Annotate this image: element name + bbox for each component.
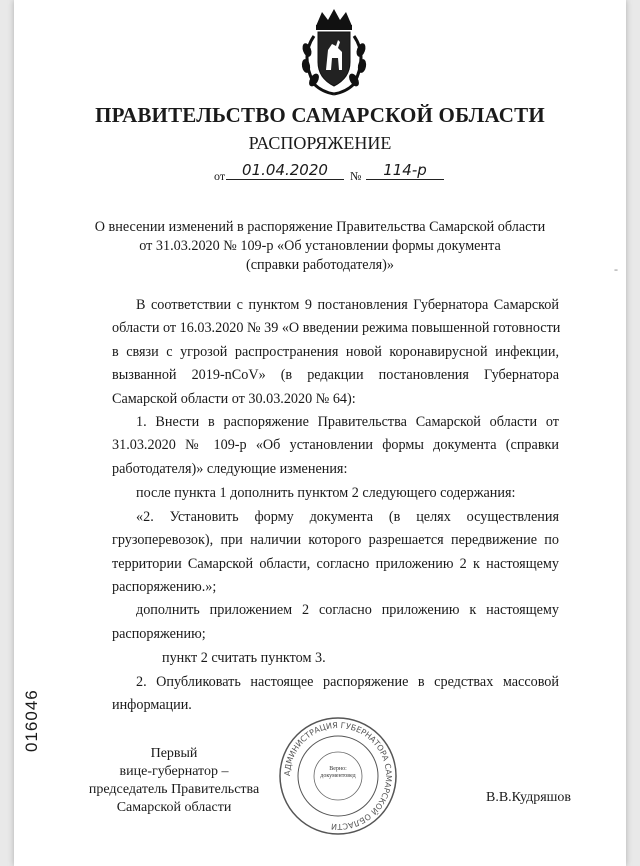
document-number: 114-р bbox=[366, 161, 444, 180]
seal-inner-line: документовед bbox=[320, 773, 356, 779]
body-line: 2. Опубликовать настоящее распоряжение в средствах массовой bbox=[136, 674, 559, 690]
date-number-line bbox=[214, 161, 454, 187]
seal-ring-text: АДМИНИСТРАЦИЯ ГУБЕРНАТОРА САМАРСКОЙ ОБЛАСТИ bbox=[282, 720, 394, 832]
seal-center bbox=[318, 766, 358, 780]
body-line: 31.03.2020 № 109-р «Об установлении формы документа (справки bbox=[112, 437, 559, 453]
position-line: Первый bbox=[150, 746, 198, 761]
body-line: распоряжению; bbox=[112, 626, 206, 642]
body-line: «2. Установить форму документа (в целях осуществления bbox=[136, 509, 559, 525]
body-line: области от 16.03.2020 № 39 «О введении режима повышенной готовности bbox=[112, 320, 561, 336]
body-line: 1. Внести в распоряжение Правительства Самарской области от bbox=[136, 414, 559, 430]
position-line: председатель Правительства bbox=[88, 782, 260, 797]
position-line: вице-губернатор – bbox=[119, 764, 229, 779]
subject-line: (справки работодателя)» bbox=[245, 257, 395, 273]
official-seal-icon bbox=[276, 714, 400, 838]
body-line: пункт 2 считать пунктом 3. bbox=[162, 650, 326, 666]
samara-coat-of-arms-icon bbox=[292, 6, 376, 100]
margin-mark: - bbox=[614, 262, 618, 276]
body-line: в связи с угрозой распространения новой коронавирусной инфекции, bbox=[112, 344, 559, 360]
serial-number: 016046 bbox=[22, 689, 41, 752]
body-line: работодателя)» следующие изменения: bbox=[112, 461, 348, 477]
body-line: после пункта 1 дополнить пунктом 2 следующего содержания: bbox=[136, 485, 516, 501]
body-line: Самарской области от 30.03.2020 № 64): bbox=[112, 391, 356, 407]
signer-name: В.В.Кудряшов bbox=[486, 790, 572, 805]
body-line: вызванной 2019-nCoV» (в редакции постановления Губернатора bbox=[112, 367, 559, 383]
document-page bbox=[14, 0, 626, 866]
body-line: В соответствии с пунктом 9 постановления Губернатора Самарской bbox=[136, 297, 559, 313]
position-line: Самарской области bbox=[116, 800, 232, 815]
seal-inner-line: Верно: bbox=[329, 766, 347, 772]
body-line: территории Самарской области, согласно приложению 2 к настоящему bbox=[112, 556, 559, 572]
body-line: дополнить приложением 2 согласно приложению к настоящему bbox=[136, 602, 559, 618]
signatory-position bbox=[74, 745, 274, 817]
subject-line: О внесении изменений в распоряжение Правительства Самарской области bbox=[94, 219, 546, 235]
document-date: 01.04.2020 bbox=[226, 161, 344, 180]
date-prefix: от bbox=[214, 169, 226, 183]
government-title: ПРАВИТЕЛЬСТВО САМАРСКОЙ ОБЛАСТИ bbox=[95, 103, 545, 127]
subject-line: от 31.03.2020 № 109-р «Об установлении формы документа bbox=[139, 238, 501, 254]
body-line: грузоперевозок), при наличии которого разрешается передвижение по bbox=[112, 532, 559, 548]
document-type: РАСПОРЯЖЕНИЕ bbox=[248, 133, 392, 153]
body-line: распоряжению.»; bbox=[112, 579, 217, 595]
number-prefix: № bbox=[350, 169, 362, 183]
body-line: информации. bbox=[112, 697, 192, 713]
document-subject bbox=[14, 218, 626, 275]
